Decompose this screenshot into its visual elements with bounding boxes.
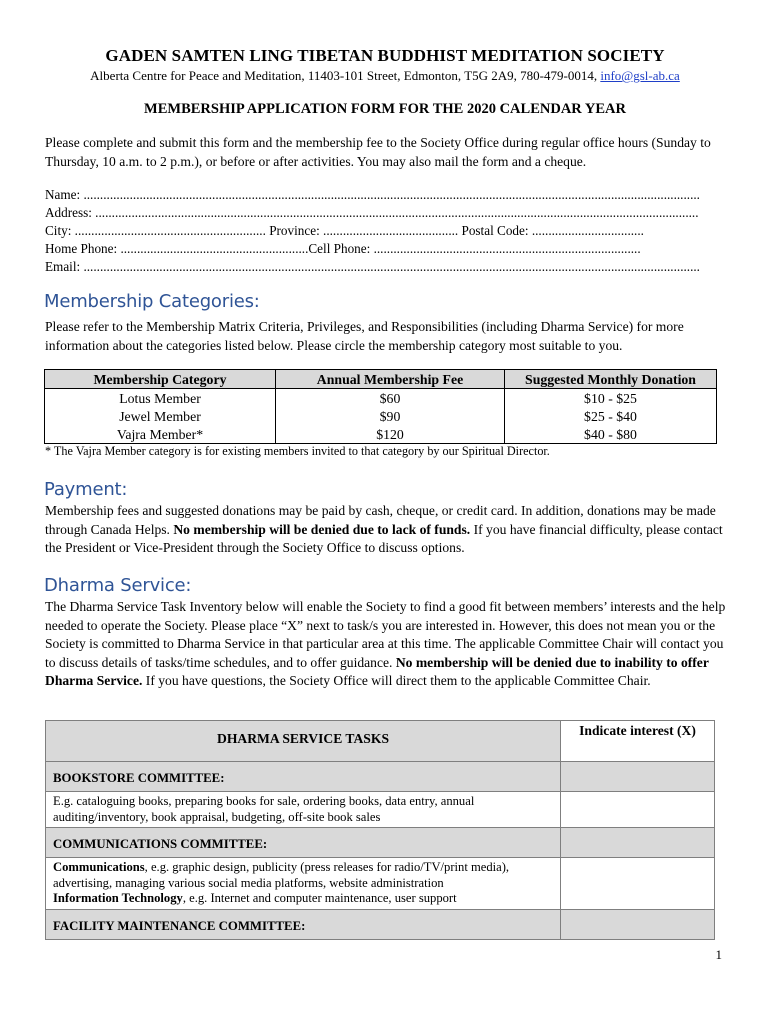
form-title: MEMBERSHIP APPLICATION FORM FOR THE 2020 CALENDAR YEAR	[144, 101, 626, 117]
dharma-bold: No membership will be denied due to inability to offer Dharma Service.	[45, 654, 709, 688]
payment-text-1: Membership fees and suggested donations may be paid by cash, cheque, or credit card. In addition, donations may be made through Canada Helps.	[45, 503, 716, 537]
interest-cell-shaded	[561, 828, 715, 858]
vajra-note: * The Vajra Member category is for existing members invited to that category by our Spiritual Director.	[45, 444, 550, 458]
membership-table	[44, 369, 717, 444]
dharma-text	[45, 598, 727, 691]
bookstore-desc: E.g. cataloguing books, preparing books for sale, ordering books, data entry, annual auditing/inventory, book appraisal, budgeting, off-site book sales	[46, 792, 561, 828]
donation-cell: $25 - $40	[505, 407, 717, 425]
it-label: Information Technology	[53, 891, 183, 905]
org-address	[0, 68, 770, 84]
interest-cell-shaded	[561, 762, 715, 792]
table-row	[46, 762, 715, 792]
phone-field[interactable]: Home Phone: .........................................................Cell Phone: .................................................................................	[45, 241, 641, 256]
tasks-table-header	[46, 721, 715, 762]
city-province-postal-field[interactable]: City: .......................................................... Province: ......................................... Postal Code: ..................................	[45, 223, 644, 238]
address-field[interactable]: Address: .......................................................................................................................................................................................	[45, 205, 699, 220]
donation-cell: $10 - $25	[505, 389, 717, 408]
comm-desc: , e.g. graphic design, publicity (press releases for radio/TV/print media), advertising, managing various social media platforms, website administration	[53, 860, 510, 890]
dharma-heading: Dharma Service:	[44, 575, 192, 596]
bookstore-committee-label: BOOKSTORE COMMITTEE:	[46, 762, 561, 792]
table-row[interactable]	[46, 858, 715, 910]
table-row[interactable]	[45, 425, 717, 444]
membership-heading: Membership Categories:	[44, 291, 260, 312]
address-text: Alberta Centre for Peace and Meditation, 11403-101 Street, Edmonton, T5G 2A9, 780-479-0014,	[90, 68, 601, 83]
payment-bold: No membership will be denied due to lack of funds.	[173, 521, 471, 537]
category-cell[interactable]: Jewel Member	[45, 407, 276, 425]
col-category: Membership Category	[45, 370, 276, 389]
name-field[interactable]: Name: ...........................................................................................................................................................................................	[45, 187, 700, 202]
payment-heading: Payment:	[44, 479, 128, 500]
page-number: 1	[715, 947, 722, 962]
comm-label: Communications	[53, 860, 145, 874]
dharma-text-2: If you have questions, the Society Office will direct them to the applicable Committee Chair.	[142, 673, 651, 688]
bookstore-interest-cell[interactable]	[561, 792, 715, 828]
fee-cell: $120	[276, 425, 505, 444]
table-row	[46, 828, 715, 858]
dharma-text-1: The Dharma Service Task Inventory below will enable the Society to find a good fit between members’ interests and the help needed to operate the Society. Please place “X” next to task/s you are interested in. However, this does not mean you or the Society is committed to Dharma Service in that particular area at this time. The applicable Committee Chair will contact you to discuss details of tasks/time schedules, and to offer guidance.	[45, 599, 726, 670]
table-row[interactable]	[45, 389, 717, 408]
membership-text: Please refer to the Membership Matrix Criteria, Privileges, and Responsibilities (including Dharma Service) for more information about the categories listed below. Please circle the membership category most suitable to you.	[45, 319, 684, 353]
table-row[interactable]	[46, 792, 715, 828]
email-link[interactable]: info@gsl-ab.ca	[600, 68, 680, 83]
fee-cell: $90	[276, 407, 505, 425]
category-cell[interactable]: Lotus Member	[45, 389, 276, 408]
intro-text: Please complete and submit this form and the membership fee to the Society Office during regular office hours (Sunday to Thursday, 10 a.m. to 2 p.m.), or before or after activities. You may also mail the form and a cheque.	[45, 135, 711, 169]
col-monthly-donation: Suggested Monthly Donation	[505, 370, 717, 389]
payment-text-2: If you have financial difficulty, please contact the President or Vice-President through the Society Office to discuss options.	[45, 521, 723, 555]
fee-cell: $60	[276, 389, 505, 408]
it-desc: , e.g. Internet and computer maintenance, user support	[182, 891, 457, 905]
col-interest: Indicate interest (X)	[561, 721, 715, 762]
category-cell[interactable]: Vajra Member*	[45, 425, 276, 444]
donation-cell: $40 - $80	[505, 425, 717, 444]
org-name: GADEN SAMTEN LING TIBETAN BUDDHIST MEDITATION SOCIETY	[105, 46, 665, 65]
membership-table-header	[45, 370, 717, 389]
communications-interest-cell[interactable]	[561, 858, 715, 910]
col-annual-fee: Annual Membership Fee	[276, 370, 505, 389]
email-field[interactable]: Email: ...........................................................................................................................................................................................	[45, 259, 700, 274]
table-row	[46, 909, 715, 939]
table-row[interactable]	[45, 407, 717, 425]
payment-text	[45, 502, 727, 558]
col-tasks: DHARMA SERVICE TASKS	[46, 721, 561, 762]
dharma-tasks-table	[45, 720, 715, 940]
facility-committee-label: FACILITY MAINTENANCE COMMITTEE:	[46, 909, 561, 939]
communications-committee-label: COMMUNICATIONS COMMITTEE:	[46, 828, 561, 858]
interest-cell-shaded	[561, 909, 715, 939]
communications-desc	[46, 858, 561, 910]
